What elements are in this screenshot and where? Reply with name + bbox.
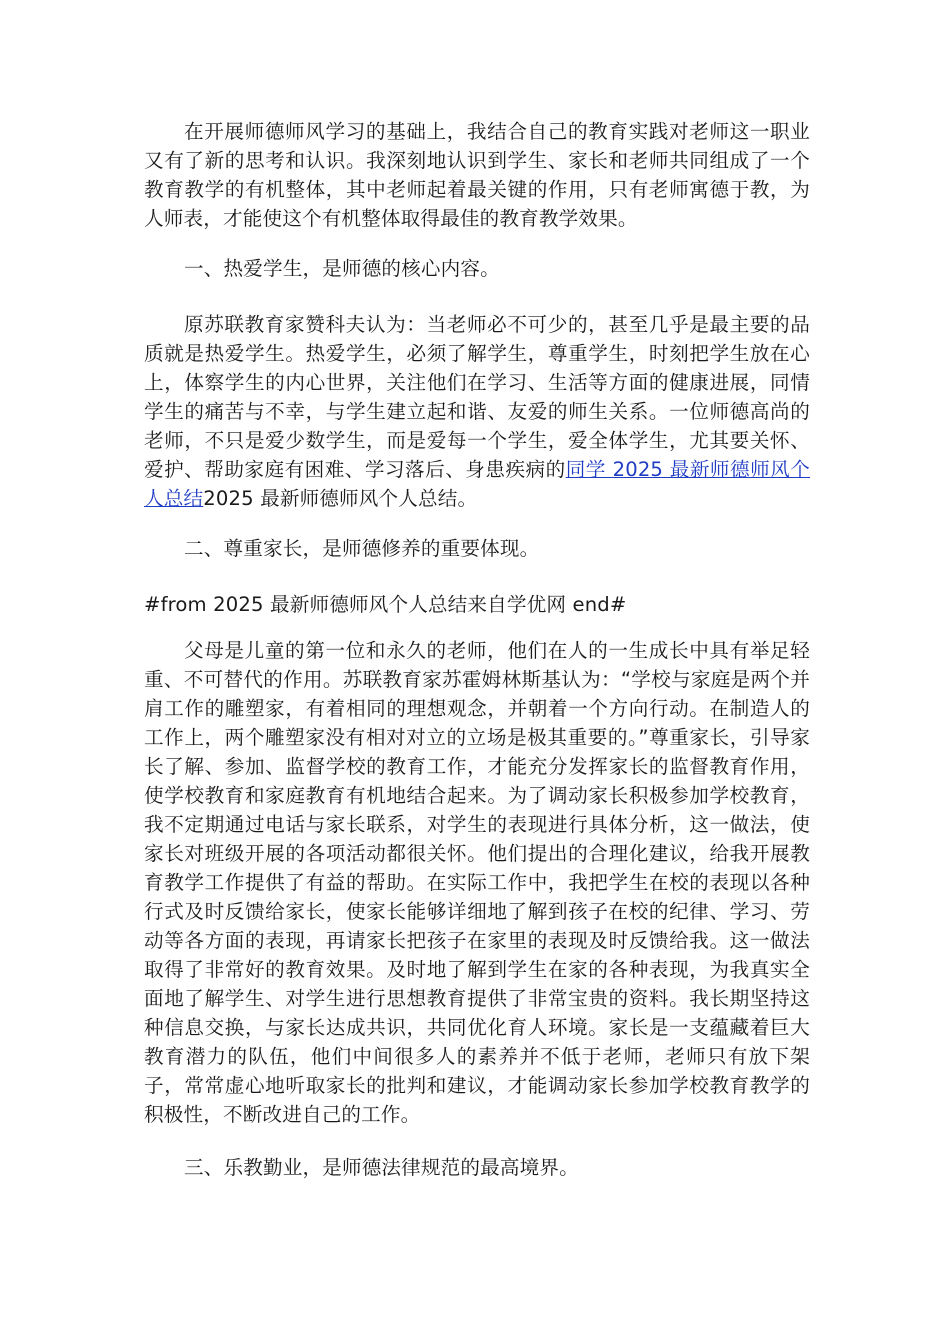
intro-paragraph: 在开展师德师风学习的基础上，我结合自己的教育实践对老师这一职业又有了新的思考和认识。我深刻地认识到学生、家长和老师共同组成了一个教育教学的有机整体，其中老师起着最关键的作用，只有老师寓德于教，为人师表，才能使这个有机整体取得最佳的教育教学效果。 — [144, 120, 810, 230]
section-heading-3: 三、乐教勤业，是师德法律规范的最高境界。 — [184, 1156, 579, 1179]
paragraph-text-tail: 2025 最新师德师风个人总结。 — [203, 487, 478, 510]
section-heading-2: 二、尊重家长，是师德修养的重要体现。 — [184, 537, 540, 560]
section-heading-1: 一、热爱学生，是师德的核心内容。 — [184, 257, 500, 280]
summary-link[interactable]: 同学 2025 最新师德师风个人总结 — [144, 458, 810, 510]
source-marker-line: #from 2025 最新师德师风个人总结来自学优网 end# — [144, 593, 627, 616]
love-students-paragraph — [144, 310, 810, 513]
respect-parents-paragraph: 父母是儿童的第一位和永久的老师，他们在人的一生成长中具有举足轻重、不可替代的作用。苏联教育家苏霍姆林斯基认为：“学校与家庭是两个并肩工作的雕塑家，有着相同的理想观念，并朝着一个方向行动。在制造人的工作上，两个雕塑家没有相对对立的立场是极其重要的。”尊重家长，引导家长了解、参加、监督学校的教育工作，才能充分发挥家长的监督教育作用，使学校教育和家庭教育有机地结合起来。为了调动家长积极参加学校教育，我不定期通过电话与家长联系，对学生的表现进行具体分析，这一做法，使家长对班级开展的各项活动都很关怀。他们提出的合理化建议，给我开展教育教学工作提供了有益的帮助。在实际工作中，我把学生在校的表现以各种行式及时反馈给家长，使家长能够详细地了解到孩子在校的纪律、学习、劳动等各方面的表现，再请家长把孩子在家里的表现及时反馈给我。这一做法取得了非常好的教育效果。及时地了解到学生在家的各种表现，为我真实全面地了解学生、对学生进行思想教育提供了非常宝贵的资料。我长期坚持这种信息交换，与家长达成共识，共同优化育人环境。家长是一支蕴藏着巨大教育潜力的队伍，他们中间很多人的素养并不低于老师，老师只有放下架子，常常虚心地听取家长的批判和建议，才能调动家长参加学校教育教学的积极性，不断改进自己的工作。 — [144, 639, 810, 1126]
paragraph-text: 原苏联教育家赞科夫认为：当老师必不可少的，甚至几乎是最主要的品质就是热爱学生。热爱学生，必须了解学生，尊重学生，时刻把学生放在心上，体察学生的内心世界，关注他们在学习、生活等方面的健康进展，同情学生的痛苦与不幸，与学生建立起和谐、友爱的师生关系。一位师德高尚的老师，不只是爱少数学生，而是爱每一个学生，爱全体学生，尤其要关怀、爱护、帮助家庭有困难、学习落后、身患疾病的 — [144, 313, 810, 481]
